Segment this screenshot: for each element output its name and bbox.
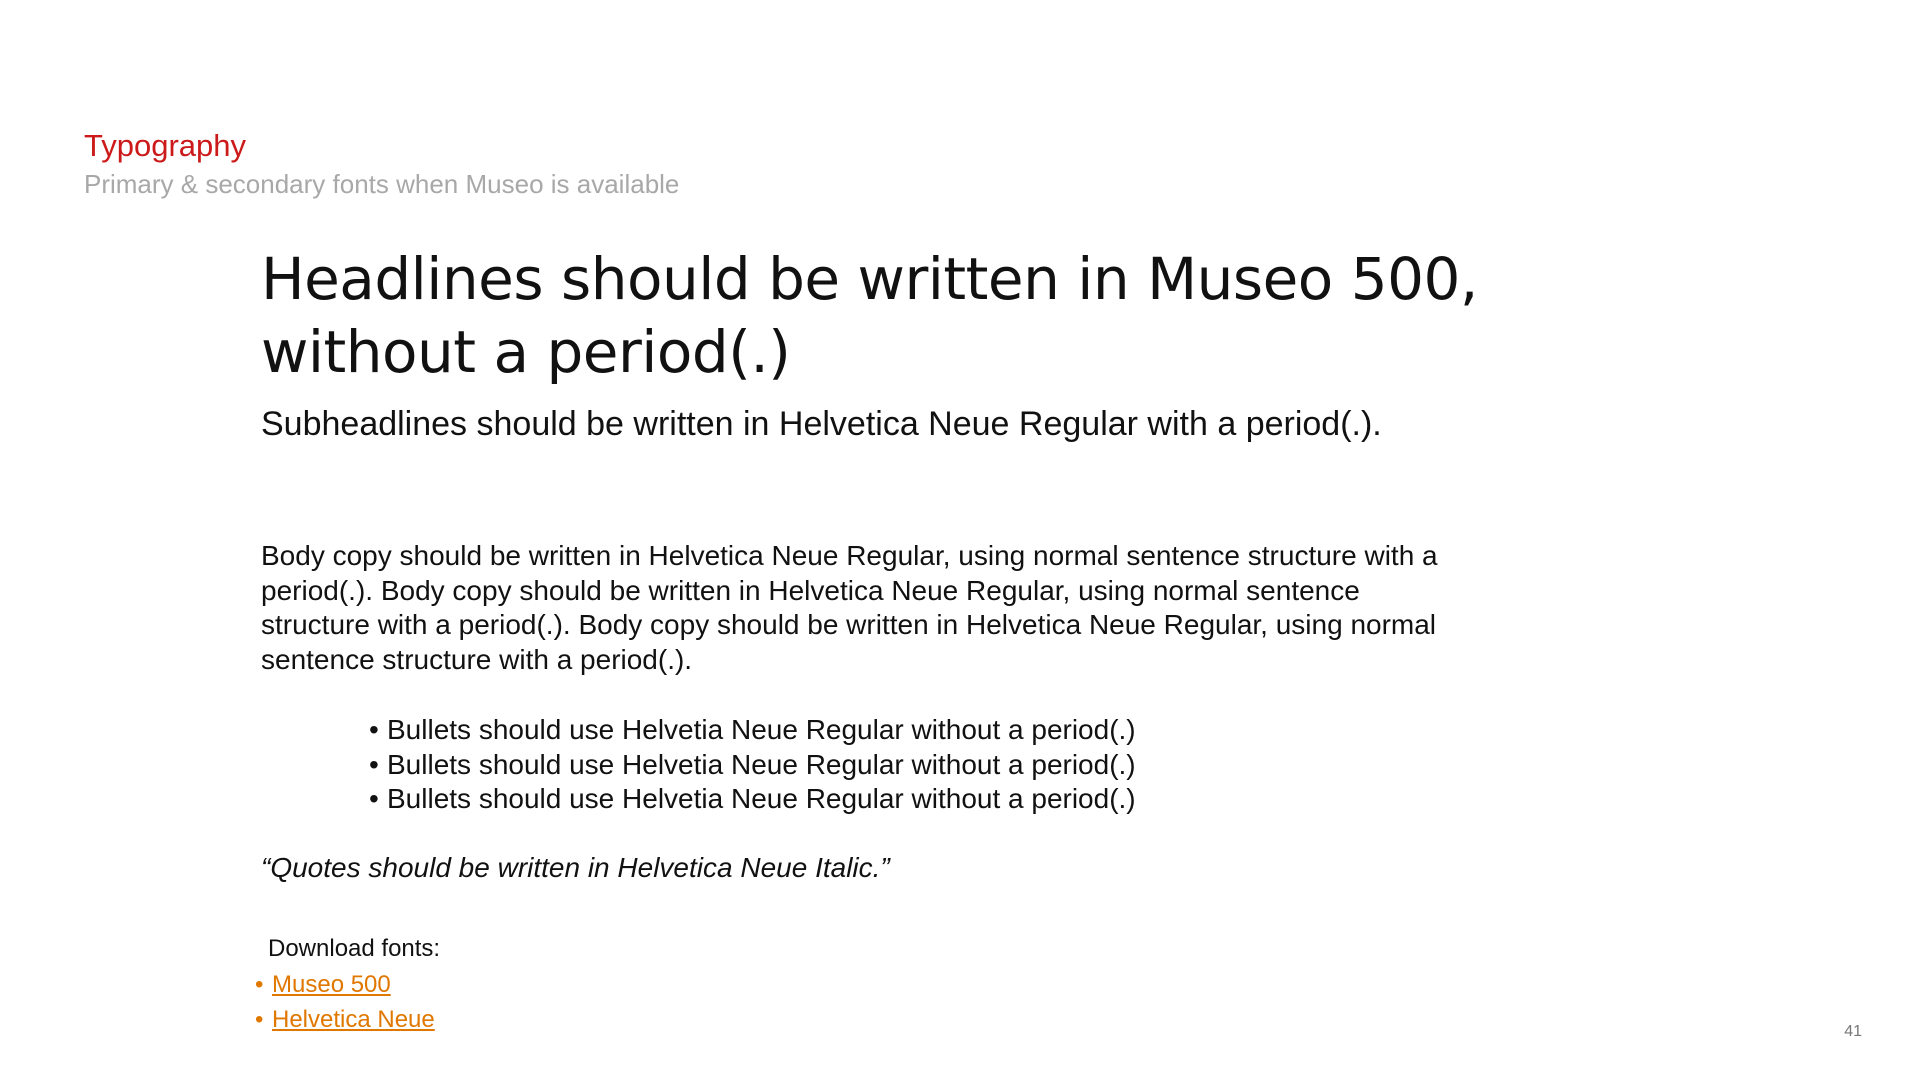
bullet-text: Bullets should use Helvetia Neue Regular without a period(.)	[387, 748, 1136, 780]
bullet-dot-icon: •	[255, 971, 264, 998]
section-title: Typography	[84, 128, 246, 163]
body-copy: Body copy should be written in Helvetica Neue Regular, using normal sentence structure with a period(.). Body copy should be written in Helvetica Neue Regular, using normal sentence structure with a period(.). Body copy should be written in Helvetica Neue Regular, using normal sentence structure with a period(.).	[261, 540, 1438, 675]
page-number: 41	[1844, 1023, 1862, 1040]
bullet-dot-icon: •	[369, 714, 379, 745]
bullet-text: Bullets should use Helvetia Neue Regular without a period(.)	[387, 714, 1136, 745]
helvetica-download-link[interactable]: Helvetica Neue	[272, 1005, 435, 1033]
bullet-item	[369, 748, 1136, 783]
bullet-item	[369, 782, 1136, 817]
download-label: Download fonts:	[268, 935, 441, 962]
museo-download-link[interactable]: Museo 500	[272, 971, 391, 998]
headline: Headlines should be written in Museo 500, without a period(.)	[261, 245, 1478, 386]
bullet-dot-icon: •	[369, 783, 379, 814]
subheadline: Subheadlines should be written in Helvetica Neue Regular with a period(.).	[261, 405, 1382, 443]
section-subtitle: Primary & secondary fonts when Museo is available	[84, 169, 680, 199]
bullet-item	[369, 713, 1136, 748]
bullet-dot-icon: •	[255, 1005, 264, 1033]
download-links	[255, 968, 435, 1037]
download-item	[255, 968, 435, 1003]
quote: “Quotes should be written in Helvetica Neue Italic.”	[261, 852, 890, 883]
bullet-text: Bullets should use Helvetia Neue Regular without a period(.)	[387, 783, 1136, 814]
download-item	[255, 1003, 435, 1038]
bullet-dot-icon: •	[369, 748, 379, 780]
bullet-list	[369, 713, 1136, 817]
